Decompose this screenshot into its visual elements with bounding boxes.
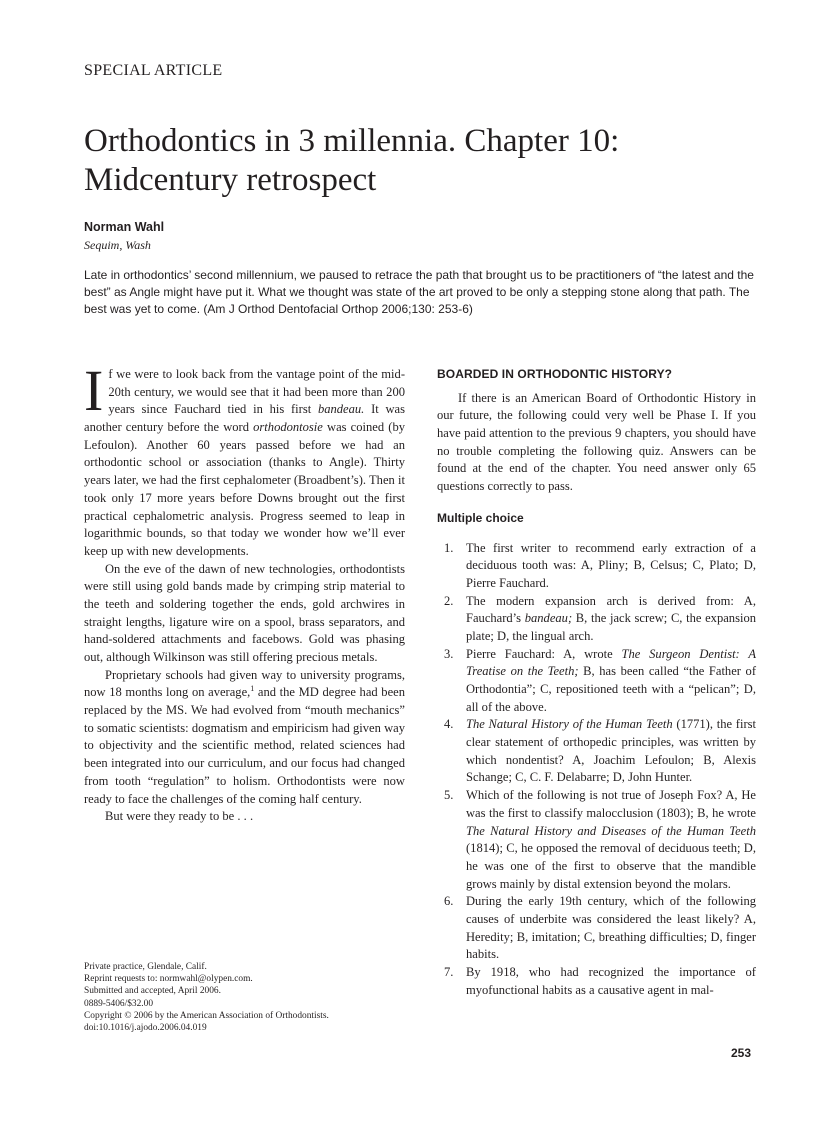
quiz-list	[437, 540, 756, 1000]
quiz-item: 1. The first writer to recommend early extraction of a deciduous tooth was: A, Pliny; B, Celsus; C, Plato; D, Pierre Fauchard.	[444, 540, 756, 590]
body-paragraph-2: On the eve of the dawn of new technologies, orthodontists were still using gold bands made by crimping strip material to the teeth and soldering together the ends, gold archwires in straight lengths, ligature wire on a spool, brass separators, and hand-soldered attachments and facebows. Gold was phasing out, although Wilkinson was still offering precious metals.	[84, 561, 405, 664]
title-line-2: Midcentury retrospect	[84, 162, 377, 198]
subsection-heading: Multiple choice	[437, 510, 524, 525]
quiz-item: 2. The modern expansion arch is derived from: A, Fauchard’s bandeau; B, the jack screw; C, the expansion plate; D, the lingual arch.	[444, 593, 756, 643]
left-column	[84, 358, 406, 826]
footnotes	[84, 961, 414, 1034]
right-column	[437, 366, 756, 999]
quiz-item: 6. During the early 19th century, which of the following causes of underbite was considered the least likely? A, Heredity; B, imitation; C, breathing difficulties; D, finger habits.	[444, 894, 756, 962]
footnote-doi: doi:10.1016/j.ajodo.2006.04.019	[84, 1023, 207, 1034]
section-label: SPECIAL ARTICLE	[84, 62, 223, 79]
quiz-item: 3. Pierre Fauchard: A, wrote The Surgeon Dentist: A Treatise on the Teeth; B, has been called “the Father of Orthodontia”; C, repositioned teeth with a “pelican”; D, all of the above.	[444, 646, 756, 714]
section-heading: BOARDED IN ORTHODONTIC HISTORY?	[437, 367, 673, 381]
footnote-price: 0889-5406/$32.00	[84, 998, 154, 1009]
quiz-item: 7. By 1918, who had recognized the importance of myofunctional habits as a causative agent in mal-	[444, 965, 756, 997]
article-title	[84, 122, 764, 200]
author-affiliation: Sequim, Wash	[84, 238, 151, 252]
title-line-1: Orthodontics in 3 millennia. Chapter 10:	[84, 123, 620, 159]
page-number: 253	[731, 1046, 752, 1060]
quiz-item: 5. Which of the following is not true of Joseph Fox? A, He was the first to classify malocclusion (1803); B, he wrote The Natural History and Diseases of the Human Teeth (1814); C, he opposed the removal of deciduous teeth; D, he was one of the first to observe that the mandible grows mainly by distal extension beyond the molars.	[444, 788, 756, 891]
author-name: Norman Wahl	[84, 220, 165, 234]
footnote-submitted: Submitted and accepted, April 2006.	[84, 986, 221, 997]
footnote-reprint: Reprint requests to: normwahl@olypen.com.	[84, 974, 253, 985]
body-paragraph-3: Proprietary schools had given way to university programs, now 18 months long on average,$^1$ and the MD degree had been replaced by the MS. We had evolved from “mouth mechanics” to somatic scientists: dogmatism and empiricism had given way to objectivity and the scientific method, related sciences had been integrated into our curriculum, and our focus had changed from tooth “regulation” to holism. Orthodontists were now ready to face the challenges of the coming half century.	[84, 667, 405, 806]
quiz-item: 4. The Natural History of the Human Teeth (1771), the first clear statement of orthopedic principles, was written by which nondentist? A, Joachim Lefoulon; B, Alexis Schange; C, C. F. Delabarre; D, John Hunter.	[444, 717, 756, 785]
body-paragraph-4: But were they ready to be . . .	[105, 809, 254, 824]
body-paragraph-1: If we were to look back from the vantage point of the mid-20th century, we would see that it had been more than 200 years since Fauchard tied in his first bandeau. It was another century before the word orthodontosie was coined (by Lefoulon). Another 60 years passed before we had an orthodontic school or association (thanks to Angle). Thirty years later, we had the first cephalometer (Broadbent’s). Then it took only 17 more years before Downs brought out the first practical cephalometric analysis. Progress seemed to leap in logarithmic bounds, so that today we wonder how we’ll ever keep up with new developments.	[84, 358, 406, 558]
quiz-intro: If there is an American Board of Orthodontic History in our future, the following could very well be Phase I. If you have paid attention to the previous 9 chapters, you should have no trouble completing the following quiz. Answers can be found at the end of the chapter. You need answer only 65 questions correctly to pass.	[437, 390, 756, 494]
citation-superscript: 1	[250, 684, 255, 694]
footnote-affiliation: Private practice, Glendale, Calif.	[84, 962, 207, 972]
abstract: Late in orthodontics’ second millennium, we paused to retrace the path that brought us to be practitioners of “the latest and the best” as Angle might have put it. What we thought was state of the art proved to be only a stepping stone along that path. The best was yet to come. (Am J Orthod Dentofacial Orthop 2006;130: 253-6)	[84, 268, 754, 316]
footnote-copyright: Copyright © 2006 by the American Association of Orthodontists.	[84, 1010, 329, 1021]
